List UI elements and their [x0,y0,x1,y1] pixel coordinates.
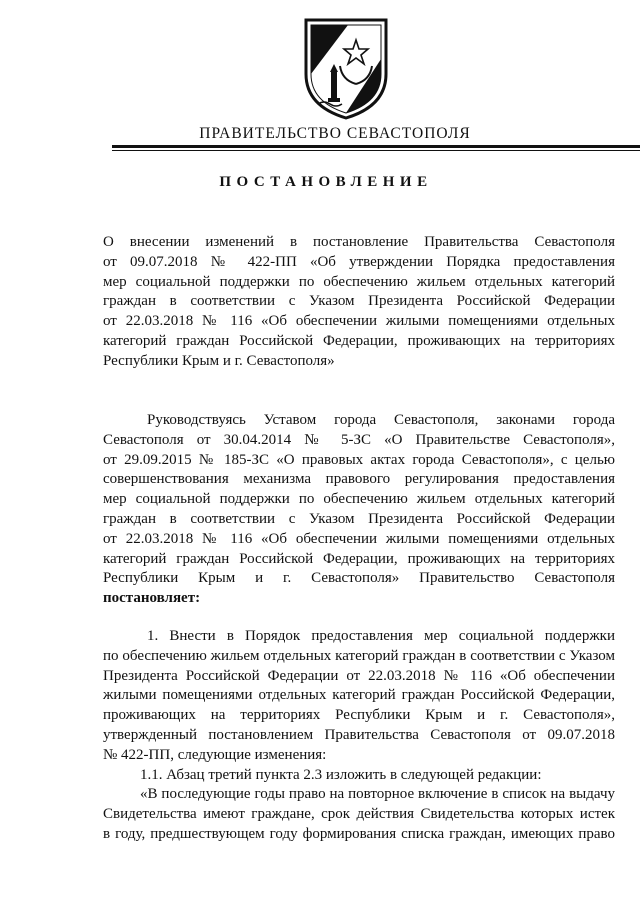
subject-line: от 09.07.2018 № 422-ПП «Об утверждении Порядка предоставления [103,253,615,270]
subject-line: О внесении изменений в постановление Правительства Севастополя [103,234,615,250]
resolution-subject [103,233,615,372]
preamble-line: от 29.09.2015 № 185-ЗС «О правовых актах города Севастополя», с целью [103,451,615,468]
subject-line: от 22.03.2018 № 116 «Об обеспечении жилыми помещениями отдельных [103,313,615,330]
item-1-paragraph [103,627,615,845]
item-1-line: № 422-ПП, следующие изменения: [103,746,327,763]
quote-line: «В последующие годы право на повторное включение в список на выдачу [140,786,615,803]
subject-line: мер социальной поддержки по обеспечению жильем отдельных категорий [103,273,615,290]
preamble-line: мер социальной поддержки по обеспечению жильем отдельных категорий [103,491,615,508]
document-type-heading: ПОСТАНОВЛЕНИЕ [219,174,433,190]
subject-line: граждан в соответствии с Указом Президента Российской Федерации [103,293,615,310]
header-divider-thin [112,150,640,151]
preamble-line: граждан в соответствии с Указом Президента Российской Федерации [103,510,615,527]
organization-title: ПРАВИТЕЛЬСТВО СЕВАСТОПОЛЯ [199,125,471,142]
preamble-line: Севастополя от 30.04.2014 № 5-ЗС «О Правительстве Севастополя», [103,431,615,448]
preamble-line: Руководствуясь Уставом города Севастополя, законами города [147,412,615,428]
preamble-line: от 22.03.2018 № 116 «Об обеспечении жилыми помещениями отдельных [103,530,615,547]
preamble-line: совершенствования механизма правового регулирования предоставления [103,471,615,488]
item-1-line: Президента Российской Федерации от 22.03.2018 № 116 «Об обеспечении [103,667,615,684]
sub-item-1-1: 1.1. Абзац третий пункта 2.3 изложить в следующей редакции: [140,766,542,783]
preamble-line: категорий граждан Российской Федерации, проживающих на территориях [103,550,615,567]
quote-line: Свидетельства имеют граждане, срок действия Свидетельства которых истек [103,806,615,823]
preamble-line: Республики Крым и г. Севастополя» Правительство Севастополя [103,570,615,587]
subject-line: Республики Крым и г. Севастополя» [103,352,335,369]
item-1-line: утвержденный постановлением Правительства Севастополя от 09.07.2018 [103,726,615,743]
sevastopol-coat-of-arms-emblem [298,14,394,122]
resolves-keyword: постановляет: [103,590,201,607]
item-1-line: жилыми помещениями отдельных категорий граждан Российской Федерации, [103,687,615,704]
preamble-paragraph [103,411,615,609]
quote-line: в году, предшествующем году формирования списка граждан, имеющих право [103,825,615,842]
item-1-line: 1. Внести в Порядок предоставления мер социальной поддержки [147,628,615,644]
item-1-line: проживающих на территориях Республики Крым и г. Севастополя», [103,707,615,724]
subject-line: категорий граждан Российской Федерации, проживающих на территориях [103,332,615,349]
header-divider-thick [112,145,640,148]
item-1-line: по обеспечению жильем отдельных категорий граждан в соответствии с Указом [103,647,615,664]
